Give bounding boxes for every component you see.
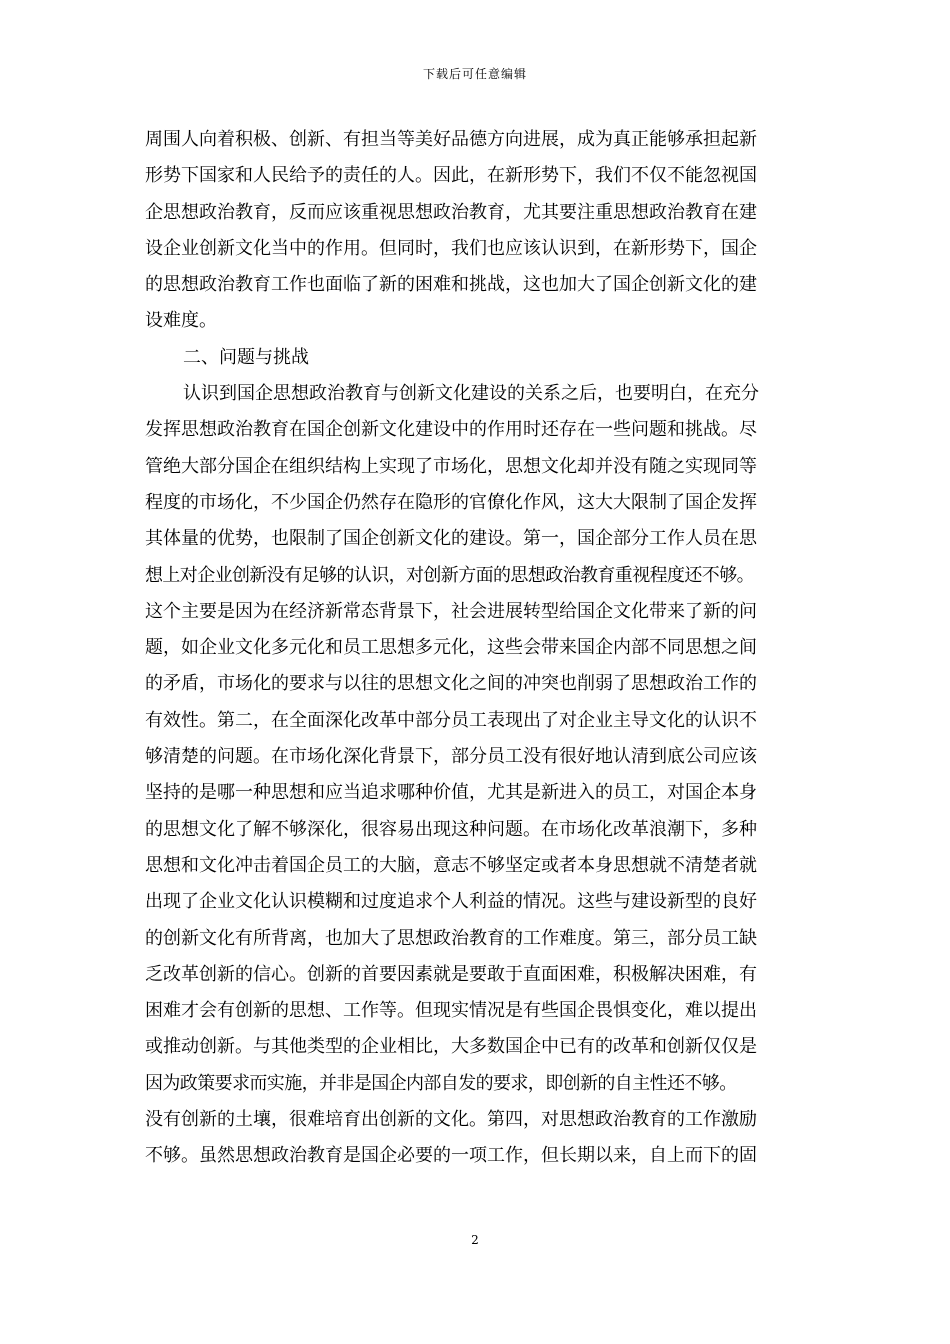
text-line: 企思想政治教育，反而应该重视思想政治教育，尤其要注重思想政治教育在建 xyxy=(145,201,757,223)
text-line: 题，如企业文化多元化和员工思想多元化，这些会带来国企内部不同思想之间 xyxy=(145,637,757,659)
text-line: 有效性。第二，在全面深化改革中部分员工表现出了对企业主导文化的认识不 xyxy=(145,709,757,731)
section-heading: 二、问题与挑战 xyxy=(183,346,309,368)
text-line: 周围人向着积极、创新、有担当等美好品德方向进展，成为真正能够承担起新 xyxy=(145,129,757,150)
text-line: 形势下国家和人民给予的责任的人。因此，在新形势下，我们不仅不能忽视国 xyxy=(145,165,757,187)
text-line: 其体量的优势，也限制了国企创新文化的建设。第一，国企部分工作人员在思 xyxy=(145,528,757,550)
text-line: 出现了企业文化认识模糊和过度追求个人利益的情况。这些与建设新型的良好 xyxy=(145,891,757,913)
text-line: 程度的市场化，不少国企仍然存在隐形的官僚化作风，这大大限制了国企发挥 xyxy=(145,491,757,513)
text-line: 困难才会有创新的思想、工作等。但现实情况是有些国企畏惧变化，难以提出 xyxy=(145,1000,757,1022)
text-line: 或推动创新。与其他类型的企业相比，大多数国企中已有的改革和创新仅仅是 xyxy=(145,1036,757,1058)
text-line: 的创新文化有所背离，也加大了思想政治教育的工作难度。第三，部分员工缺 xyxy=(145,927,757,949)
page-number: 2 xyxy=(471,1233,479,1247)
text-line: 的思想文化了解不够深化，很容易出现这种问题。在市场化改革浪潮下，多种 xyxy=(145,818,757,840)
text-line: 管绝大部分国企在组织结构上实现了市场化，思想文化却并没有随之实现同等 xyxy=(145,455,757,477)
text-line: 够清楚的问题。在市场化深化背景下，部分员工没有很好地认清到底公司应该 xyxy=(145,746,757,768)
text-line: 因为政策要求而实施，并非是国企内部自发的要求，即创新的自主性还不够。 xyxy=(145,1072,737,1094)
text-line: 思想和文化冲击着国企员工的大脑，意志不够坚定或者本身思想就不清楚者就 xyxy=(145,854,757,876)
text-line: 设难度。 xyxy=(145,310,217,332)
text-line: 不够。虽然思想政治教育是国企必要的一项工作，但长期以来，自上而下的固 xyxy=(145,1145,757,1167)
text-line: 的矛盾，市场化的要求与以往的思想文化之间的冲突也削弱了思想政治工作的 xyxy=(145,673,757,695)
text-line: 这个主要是因为在经济新常态背景下，社会进展转型给国企文化带来了新的问 xyxy=(145,600,757,622)
text-line: 坚持的是哪一种思想和应当追求哪种价值，尤其是新进入的员工，对国企本身 xyxy=(145,782,757,804)
text-line: 乏改革创新的信心。创新的首要因素就是要敢于直面困难，积极解决困难，有 xyxy=(145,963,757,985)
body-text xyxy=(145,122,810,1175)
text-line: 想上对企业创新没有足够的认识，对创新方面的思想政治教育重视程度还不够。 xyxy=(145,564,754,586)
text-line: 认识到国企思想政治教育与创新文化建设的关系之后，也要明白，在充分 xyxy=(183,383,759,405)
text-line: 设企业创新文化当中的作用。但同时，我们也应该认识到，在新形势下，国企 xyxy=(145,237,757,259)
text-line: 的思想政治教育工作也面临了新的困难和挑战，这也加大了国企创新文化的建 xyxy=(145,274,757,296)
page-header: 下载后可任意编辑 xyxy=(422,67,527,81)
text-line: 发挥思想政治教育在国企创新文化建设中的作用时还存在一些问题和挑战。尽 xyxy=(145,419,757,441)
text-line: 没有创新的土壤，很难培育出创新的文化。第四，对思想政治教育的工作激励 xyxy=(145,1109,757,1131)
